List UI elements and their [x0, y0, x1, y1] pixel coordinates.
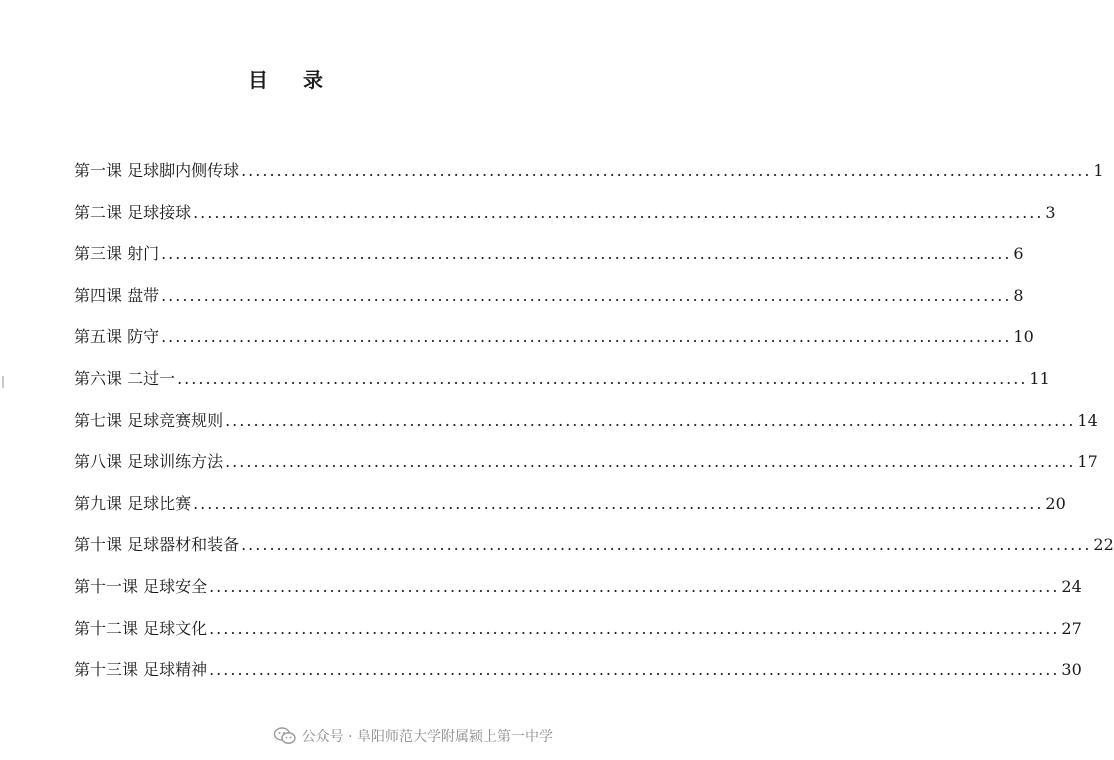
- toc-entry-page: 24: [1061, 576, 1082, 596]
- toc-entry-page: 22: [1093, 535, 1114, 555]
- toc-entry: [74, 241, 1024, 283]
- toc-entry: [74, 532, 1114, 574]
- toc-entry: [74, 200, 1056, 242]
- toc-leader-dots: ........................................................................................................................: [177, 368, 1028, 388]
- toc-entry-label: 第十课 足球器材和装备: [74, 535, 240, 555]
- toc-entry-label: 第七课 足球竞赛规则: [74, 410, 224, 430]
- toc-leader-dots: ........................................................................................................................: [193, 202, 1044, 222]
- toc-entry: [74, 449, 1098, 491]
- toc-leader-dots: ........................................................................................................................: [209, 618, 1060, 638]
- toc-entry: [74, 574, 1082, 616]
- toc-leader-dots: ........................................................................................................................: [225, 452, 1076, 472]
- toc-entry-label: 第十一课 足球安全: [74, 576, 208, 596]
- toc-entry-label: 第八课 足球训练方法: [74, 452, 224, 472]
- watermark-text: 公众号 · 阜阳师范大学附属颍上第一中学: [301, 729, 553, 745]
- toc-entry-label: 第二课 足球接球: [74, 202, 192, 222]
- watermark: [274, 726, 553, 746]
- toc-entry-label: 第一课 足球脚内侧传球: [74, 161, 240, 180]
- toc-entry-page: 20: [1045, 493, 1066, 513]
- toc-entry: [74, 657, 1082, 699]
- toc-entry-page: 14: [1077, 410, 1098, 430]
- toc-entry-page: 1: [1093, 161, 1104, 180]
- toc-entry: [74, 283, 1024, 325]
- toc-entry-label: 第四课 盘带: [74, 285, 160, 305]
- toc-entry-page: 10: [1013, 327, 1034, 347]
- toc-entry-label: 第五课 防守: [74, 327, 160, 347]
- toc-entry: [74, 408, 1098, 450]
- page-title: 目 录: [248, 68, 337, 92]
- toc-entry: [74, 158, 1104, 200]
- toc-leader-dots: ........................................................................................................................: [241, 535, 1092, 555]
- toc-leader-dots: ........................................................................................................................: [161, 285, 1012, 305]
- toc-entry-page: 8: [1013, 285, 1024, 305]
- toc-leader-dots: ........................................................................................................................: [161, 327, 1012, 347]
- toc-leader-dots: ........................................................................................................................: [209, 576, 1060, 596]
- toc-entry-label: 第十三课 足球精神: [74, 660, 208, 680]
- toc-entry-label: 第九课 足球比赛: [74, 493, 192, 513]
- toc-entry-label: 第六课 二过一: [74, 368, 176, 388]
- toc-entry-label: 第三课 射门: [74, 244, 160, 264]
- toc-entry-page: 6: [1013, 244, 1024, 264]
- toc-leader-dots: ........................................................................................................................: [209, 660, 1060, 680]
- toc-entry: [74, 324, 1034, 366]
- toc-entry-page: 3: [1045, 202, 1056, 222]
- toc-entry: [74, 491, 1066, 533]
- toc-leader-dots: ........................................................................................................................: [241, 161, 1092, 180]
- wechat-icon: [274, 727, 296, 745]
- toc-entry: [74, 616, 1082, 658]
- toc-entry-page: 11: [1029, 368, 1050, 388]
- toc-entry-page: 27: [1061, 618, 1082, 638]
- edge-mark: [2, 376, 4, 388]
- toc-entry-page: 30: [1061, 660, 1082, 680]
- table-of-contents: [74, 158, 1114, 699]
- toc-leader-dots: ........................................................................................................................: [161, 244, 1012, 264]
- toc-entry-page: 17: [1077, 452, 1098, 472]
- toc-leader-dots: ........................................................................................................................: [225, 410, 1076, 430]
- toc-entry: [74, 366, 1050, 408]
- toc-entry-label: 第十二课 足球文化: [74, 618, 208, 638]
- toc-leader-dots: ........................................................................................................................: [193, 493, 1044, 513]
